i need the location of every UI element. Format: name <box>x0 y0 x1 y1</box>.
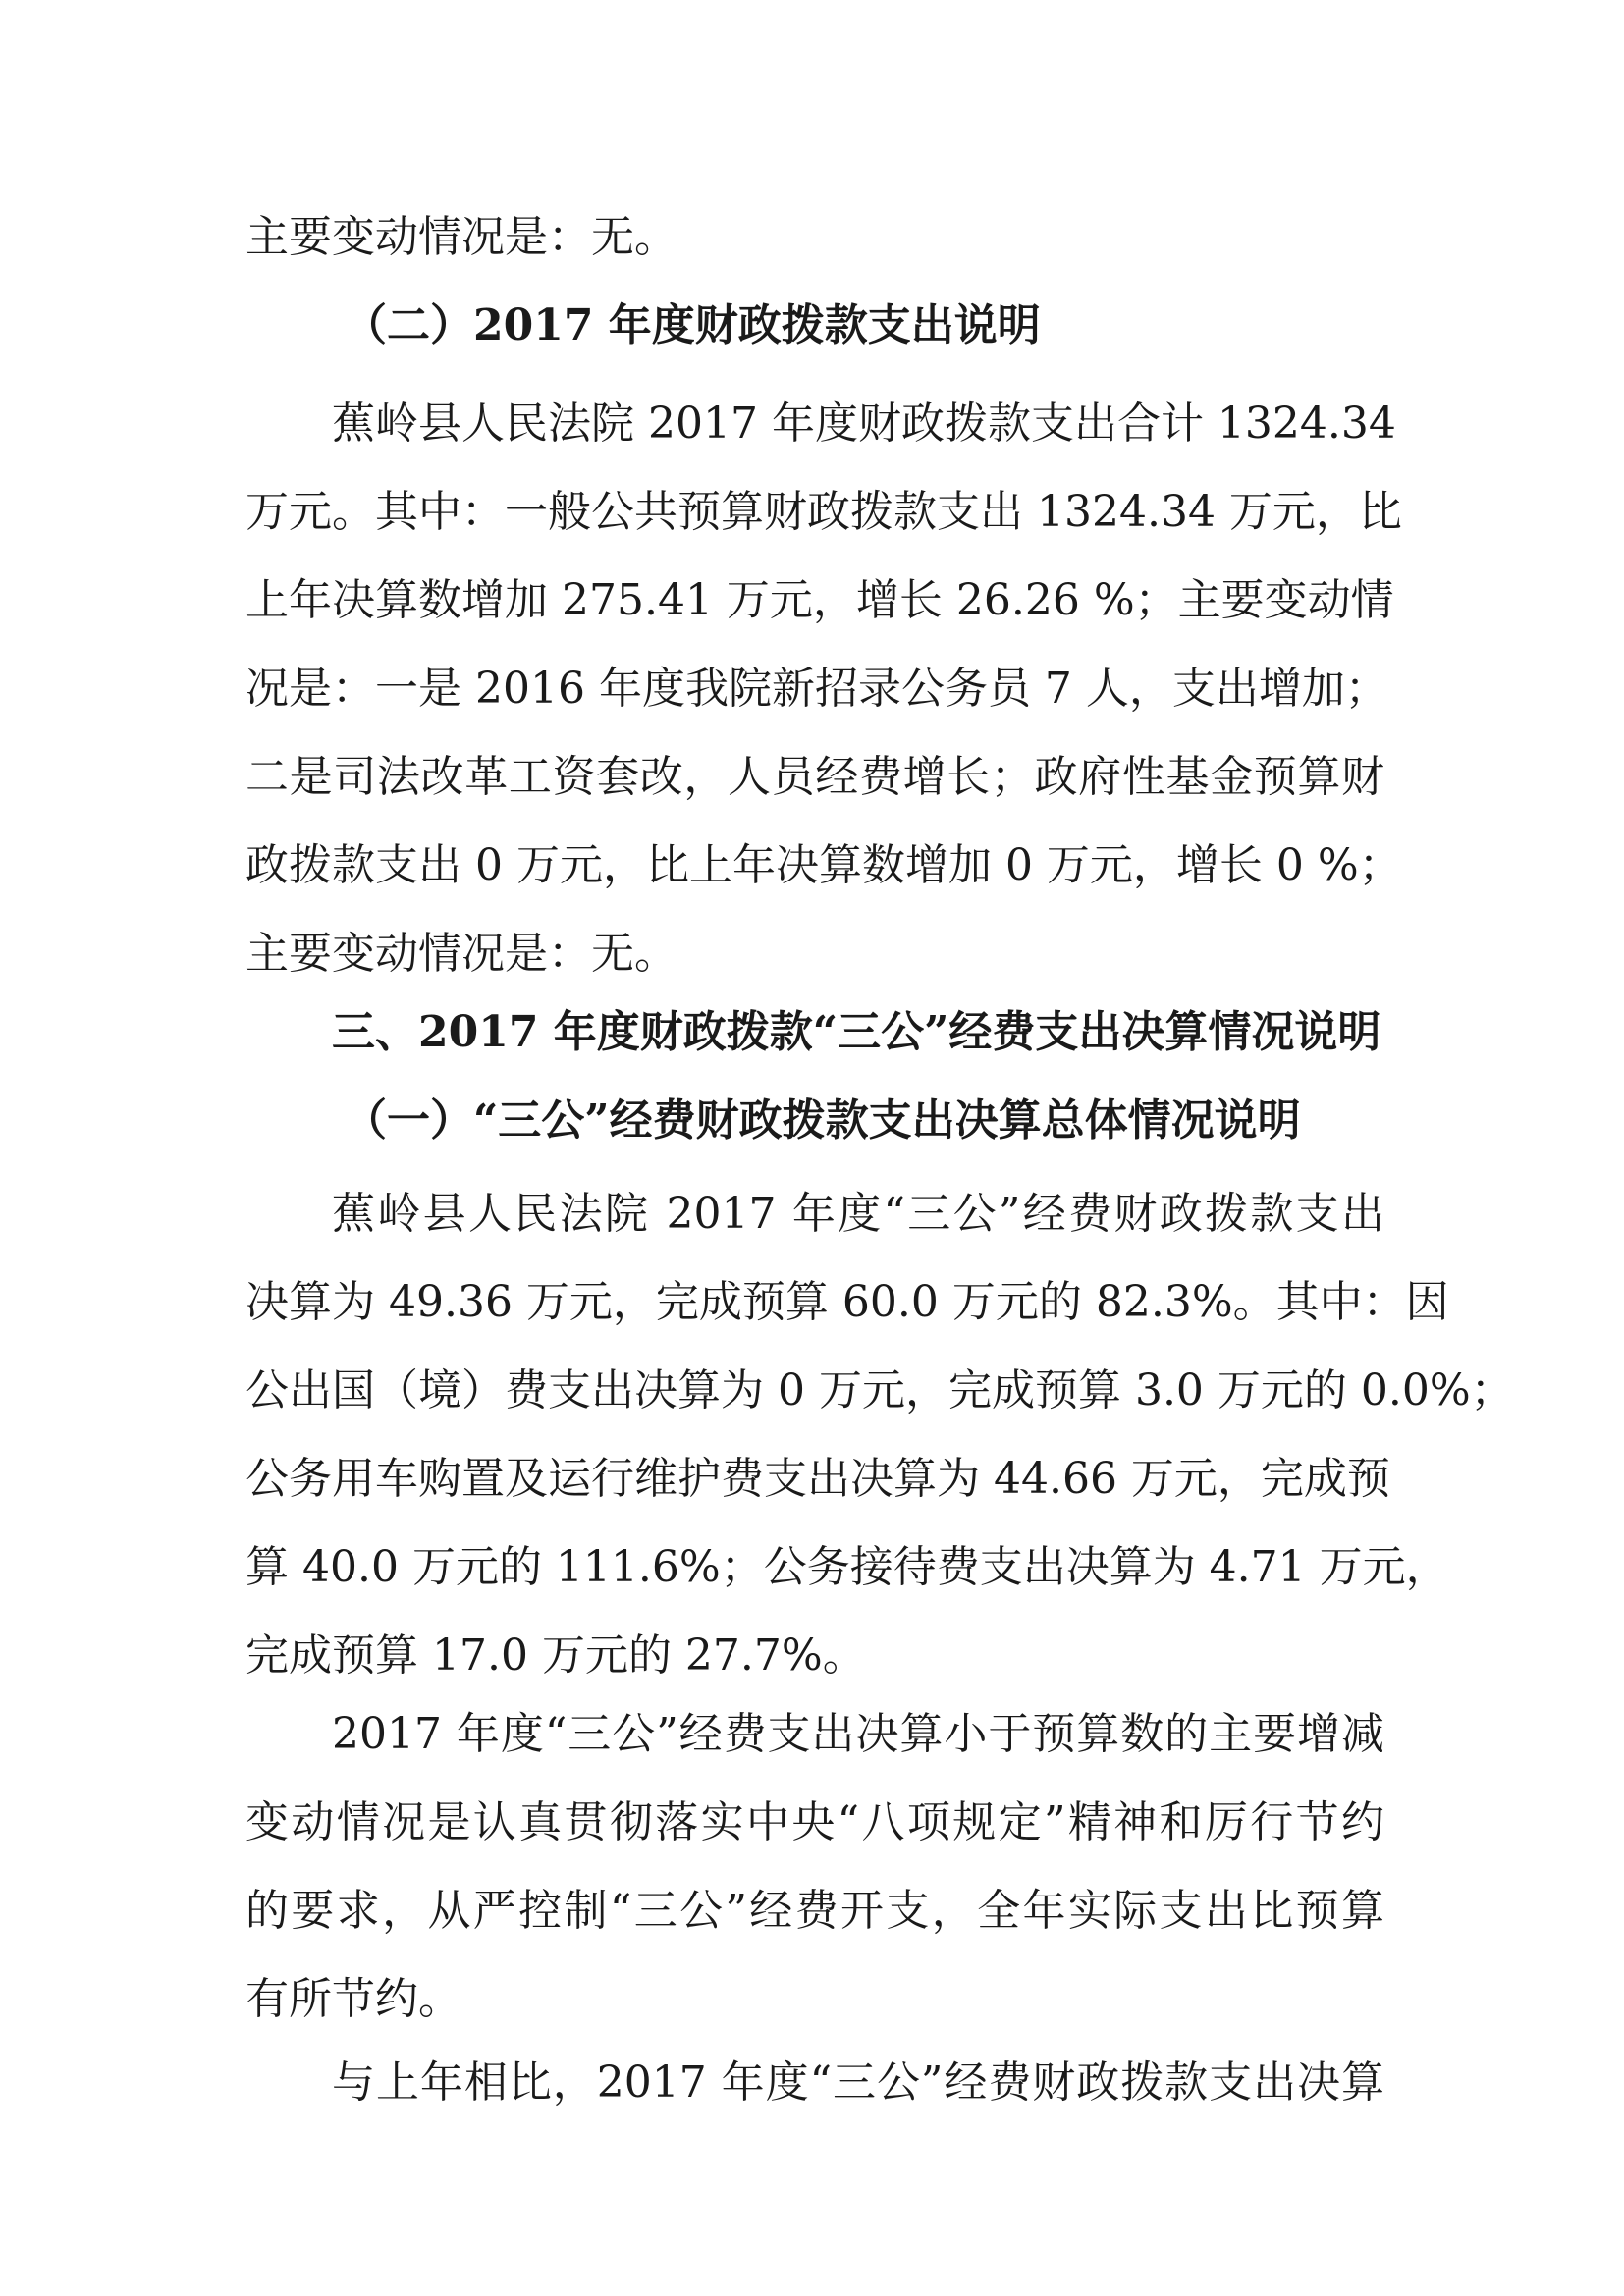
paragraph-line: 有所节约。 <box>245 1974 461 2024</box>
paragraph-line: 公务用车购置及运行维护费支出决算为 44.66 万元，完成预 <box>245 1454 1390 1504</box>
paragraph-line: 上年决算数增加 275.41 万元，增长 26.26 %；主要变动情 <box>245 575 1394 625</box>
paragraph-line: 主要变动情况是：无。 <box>245 929 677 979</box>
paragraph-line: 与上年相比，2017 年度“三公”经费财政拨款支出决算 <box>332 2057 1384 2108</box>
paragraph-line: 政拨款支出 0 万元，比上年决算数增加 0 万元，增长 0 %； <box>245 840 1402 890</box>
paragraph-three-public <box>245 1189 1514 1681</box>
paragraph-budget-variance <box>245 1709 1384 2024</box>
paragraph-line: 完成预算 17.0 万元的 27.7%。 <box>245 1630 866 1681</box>
paragraph-year-comparison <box>245 2057 1384 2108</box>
paragraph-line: 变动情况是认真贯彻落实中央“八项规定”精神和厉行节约 <box>245 1797 1384 1847</box>
paragraph-line: 况是：一是 2016 年度我院新招录公务员 7 人，支出增加； <box>245 664 1388 714</box>
paragraph-line: 万元。其中：一般公共预算财政拨款支出 1324.34 万元，比 <box>245 487 1402 537</box>
paragraph-line: 2017 年度“三公”经费支出决算小于预算数的主要增减 <box>332 1709 1384 1759</box>
paragraph-expenditure <box>245 399 1402 979</box>
paragraph-line: 决算为 49.36 万元，完成预算 60.0 万元的 82.3%。其中：因 <box>245 1277 1449 1327</box>
paragraph-line: 主要变动情况是：无。 <box>245 212 677 262</box>
paragraph-line: 蕉岭县人民法院 2017 年度“三公”经费财政拨款支出 <box>332 1189 1384 1239</box>
section-heading-main: 三、2017 年度财政拨款“三公”经费支出决算情况说明 <box>332 1007 1381 1057</box>
paragraph-line: 的要求，从严控制“三公”经费开支，全年实际支出比预算 <box>245 1886 1384 1936</box>
paragraph-line: 蕉岭县人民法院 2017 年度财政拨款支出合计 1324.34 <box>332 399 1396 449</box>
section-heading: （一）“三公”经费财政拨款支出决算总体情况说明 <box>344 1095 1301 1146</box>
paragraph-line: 算 40.0 万元的 111.6%；公务接待费支出决算为 4.71 万元， <box>245 1542 1449 1592</box>
section-heading: （二）2017 年度财政拨款支出说明 <box>344 300 1041 350</box>
paragraph-line: 公出国（境）费支出决算为 0 万元，完成预算 3.0 万元的 0.0%； <box>245 1365 1514 1415</box>
paragraph-line: 二是司法改革工资套改，人员经费增长；政府性基金预算财 <box>245 752 1384 802</box>
